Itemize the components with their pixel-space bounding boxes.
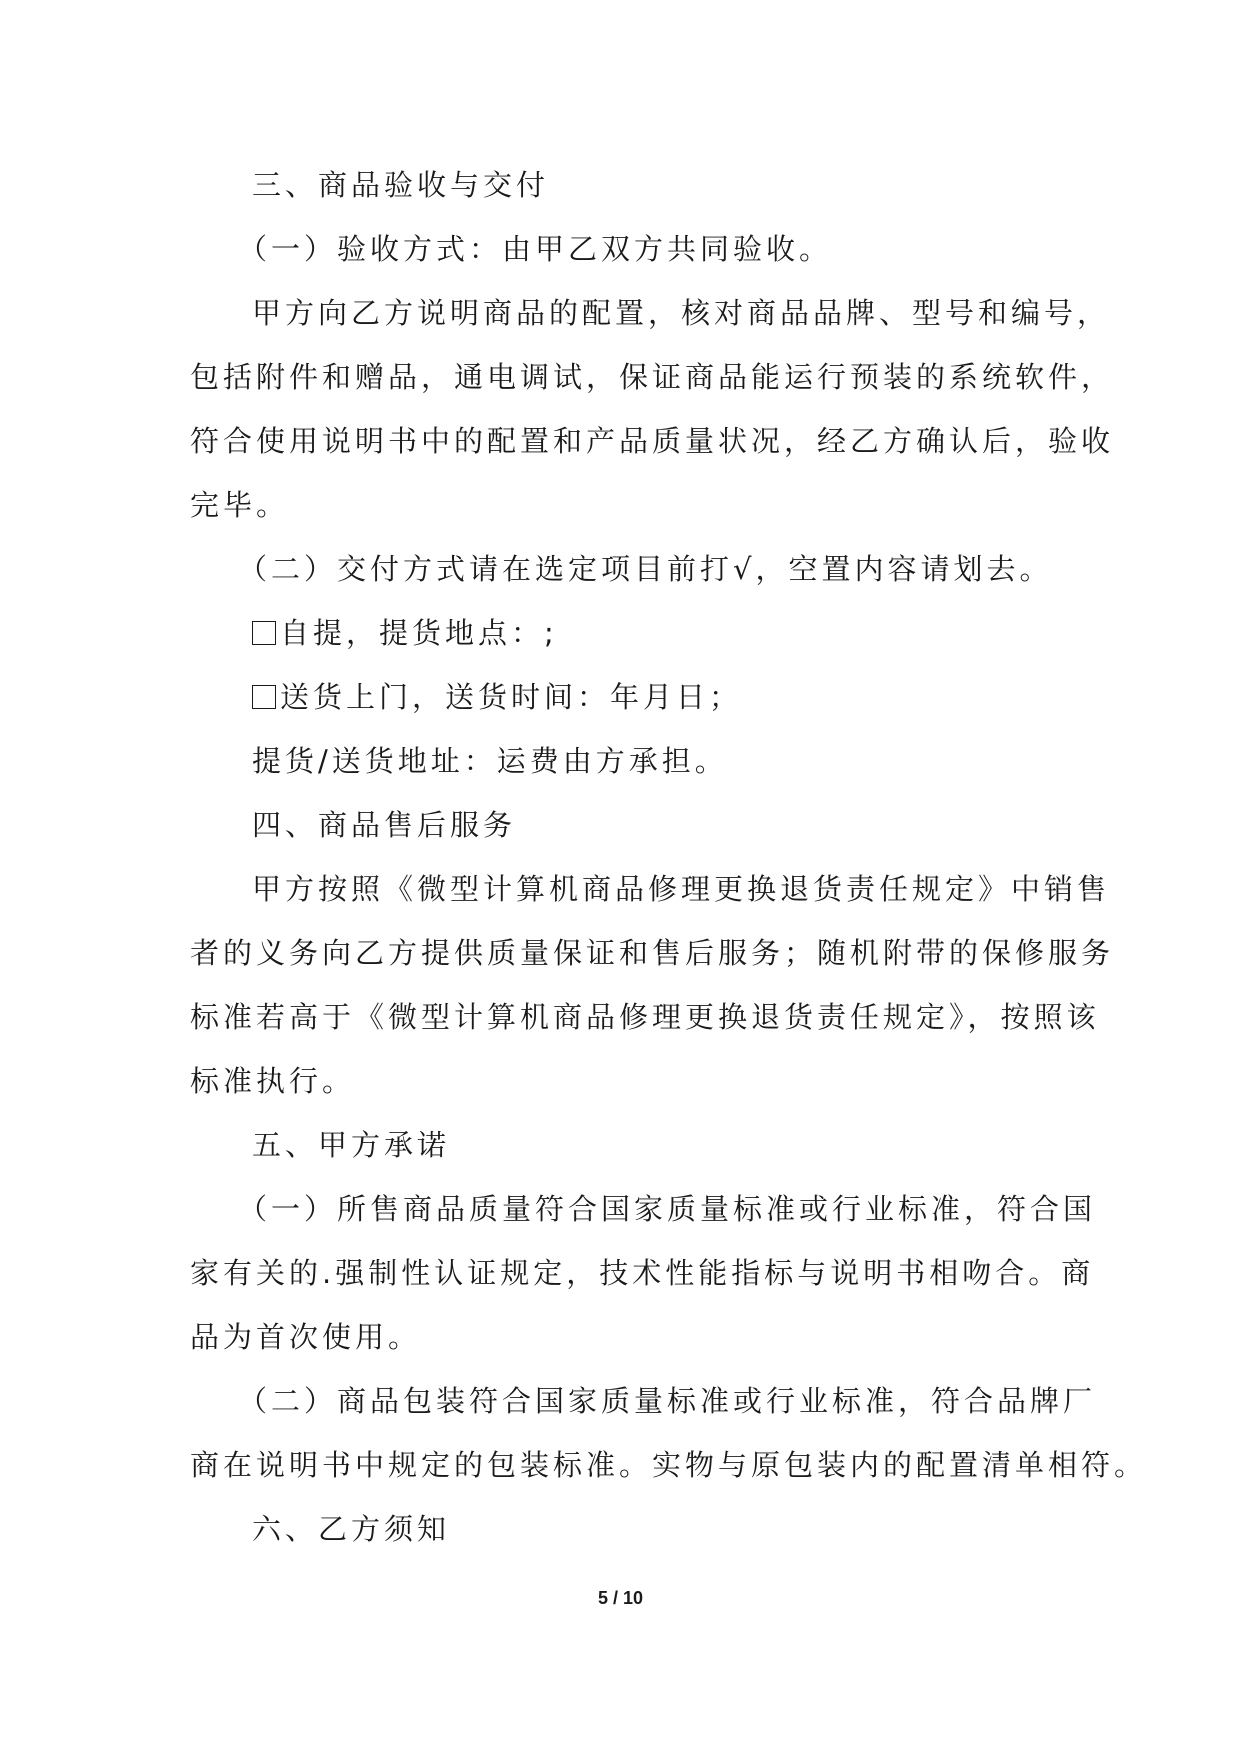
paragraph-line: （一）所售商品质量符合国家质量标准或行业标准，符合国	[238, 1192, 1097, 1226]
paragraph-line: 标准若高于《微型计算机商品修理更换退货责任规定》，按照该	[190, 1000, 1100, 1034]
paragraph-line: 完毕。	[190, 488, 290, 522]
section-heading-6: 六、乙方须知	[252, 1512, 451, 1546]
paragraph-line: 者的义务向乙方提供质量保证和售后服务；随机附带的保修服务	[190, 936, 1115, 970]
checkbox-icon	[252, 685, 276, 709]
paragraph-line: 商在说明书中规定的包装标准。实物与原包装内的配置清单相符。	[190, 1448, 1148, 1482]
paragraph-line: 甲方向乙方说明商品的配置，核对商品品牌、型号和编号，	[252, 296, 1111, 330]
checkbox-option-delivery	[252, 677, 742, 717]
paragraph-line: （二）交付方式请在选定项目前打√，空置内容请划去。	[238, 552, 1053, 586]
paragraph-line: 甲方按照《微型计算机商品修理更换退货责任规定》中销售	[252, 872, 1111, 906]
checkbox-icon	[252, 621, 276, 645]
section-heading-4: 四、商品售后服务	[252, 808, 517, 842]
paragraph-line: 标准执行。	[190, 1064, 356, 1098]
checkbox-option-pickup	[252, 613, 558, 653]
paragraph-line: （一）验收方式：由甲乙双方共同验收。	[238, 232, 833, 266]
paragraph-line: 提货/送货地址：运费由方承担。	[252, 744, 728, 778]
option-label: 送货上门，送货时间：年月日；	[280, 680, 743, 714]
paragraph-line: 包括附件和赠品，通电调试，保证商品能运行预装的系统软件，	[190, 360, 1115, 394]
paragraph-line: （二）商品包装符合国家质量标准或行业标准，符合品牌厂	[238, 1384, 1097, 1418]
paragraph-line: 家有关的.强制性认证规定，技术性能指标与说明书相吻合。商	[190, 1256, 1095, 1290]
option-label: 自提，提货地点：;	[280, 616, 558, 650]
paragraph-line: 品为首次使用。	[190, 1320, 422, 1354]
section-heading-3: 三、商品验收与交付	[252, 168, 550, 202]
section-heading-5: 五、甲方承诺	[252, 1128, 451, 1162]
paragraph-line: 符合使用说明书中的配置和产品质量状况，经乙方确认后，验收	[190, 424, 1115, 458]
page-number: 5 / 10	[597, 1588, 644, 1608]
